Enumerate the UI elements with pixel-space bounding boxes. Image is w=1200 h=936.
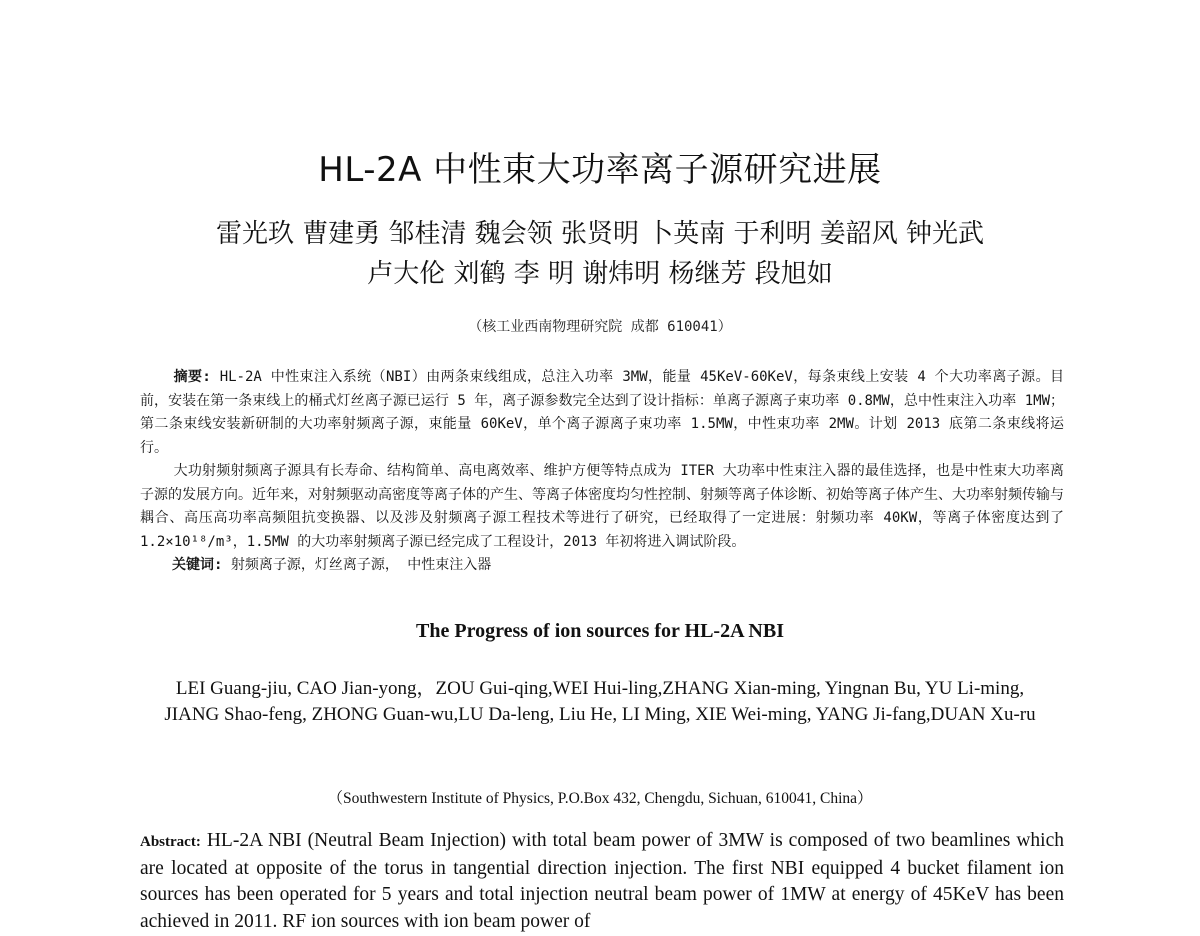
affiliation-cn: （核工业西南物理研究院 成都 610041） [468,319,732,335]
keywords-cn-label: 关键词: [172,557,223,573]
keywords-cn [140,554,1064,578]
keywords-cn-text: 射频离子源，灯丝离子源， 中性束注入器 [222,557,492,573]
paper-title-cn: HL-2A 中性束大功率离子源研究进展 [318,150,882,190]
abstract-en-label: Abstract: [140,834,201,850]
paper-title-en: The Progress of ion sources for HL-2A NBI [416,620,784,642]
abstract-cn-paragraph-1 [140,366,1064,460]
abstract-cn [140,366,1064,578]
authors-cn [100,214,1100,294]
abstract-cn-paragraph-2: 大功射频射频离子源具有长寿命、结构简单、高电离效率、维护方便等特点成为 ITER 大功率中性束注入器的最佳选择，也是中性束大功率离子源的发展方向。近年来，对射频驱动高密度等离子体的产生、等离子体密度均匀性控制、射频等离子体诊断、初始等离子体产生、大功率射频传输与耦合、高压高功率高频阻抗变换器、以及涉及射频离子源工程技术等进行了研究，已经取得了一定进展：射频功率 40KW，等离子体密度达到了 1.2×10¹⁸/m³，1.5MW 的大功率射频离子源已经完成了工程设计，2013 年初将进入调试阶段。 [140,463,1064,550]
authors-cn-line-2: 卢大伦 刘鹤 李 明 谢炜明 杨继芳 段旭如 [367,259,833,289]
abstract-cn-text-1: HL-2A 中性束注入系统（NBI）由两条束线组成，总注入功率 3MW，能量 45KeV-60KeV，每条束线上安装 4 个大功率离子源。目前，安装在第一条束线上的桶式灯丝离子源已运行 5 年，离子源参数完全达到了设计指标：单离子源离子束功率 0.8MW，总中性束注入功率 1MW；第二条束线安装新研制的大功率射频离子源，束能量 60KeV，单个离子源离子束功率 1.5MW，中性束功率 2MW。计划 2013 底第二条束线将运行。 [140,369,1064,456]
abstract-en-text: HL-2A NBI (Neutral Beam Injection) with total beam power of 3MW is composed of two beamlines which are located at opposite of the torus in tangential direction injection. The first NBI equipped 4 bucket filament ion sources has been operated for 5 years and total injection neutral beam power of 1MW at energy of 45KeV has been achieved in 2011. RF ion sources with ion beam power of [140,830,1064,932]
abstract-cn-label: 摘要: [173,369,211,385]
authors-en: LEI Guang-jiu, CAO Jian-yong，ZOU Gui-qing,WEI Hui-ling,ZHANG Xian-ming, Yingnan Bu, YU Li-ming, JIANG Shao-feng, ZHONG Guan-wu,LU Da-leng, Liu He, LI Ming, XIE Wei-ming, YANG Ji-fang,DUAN Xu-ru [164,678,1036,725]
authors-cn-line-1: 雷光玖 曹建勇 邹桂清 魏会领 张贤明 卜英南 于利明 姜韶风 钟光武 [215,219,985,249]
abstract-en [140,828,1064,935]
affiliation-en: （Southwestern Institute of Physics, P.O.Box 432, Chengdu, Sichuan, 610041, China） [327,790,873,807]
